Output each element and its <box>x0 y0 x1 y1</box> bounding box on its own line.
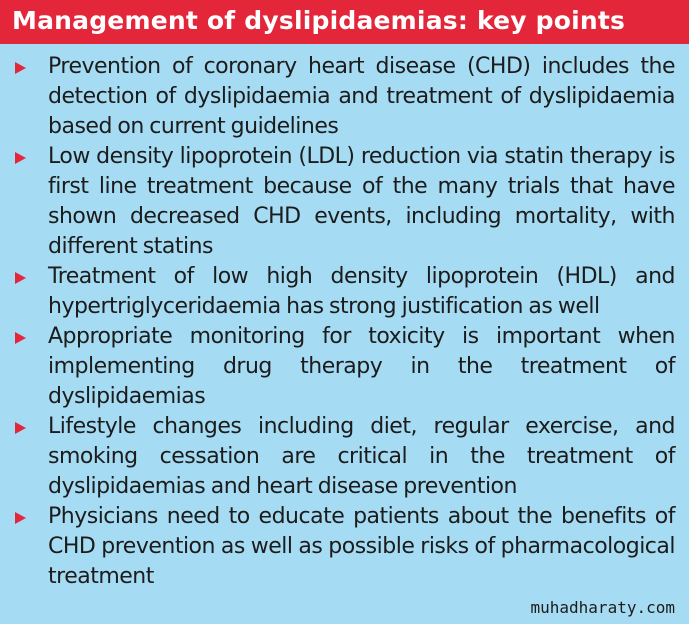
list-item-text: Lifestyle changes including diet, regular exercise, and smoking cessation are critical in the treatment of dyslipidaemias and heart disease prevention <box>48 414 675 499</box>
list-item-text: Physicians need to educate patients about the benefits of CHD prevention as well as possible risks of pharmacological treatment <box>48 504 675 589</box>
header-bar <box>0 0 689 44</box>
list-item <box>0 322 689 412</box>
watermark-text: muhadharaty.com <box>530 598 675 617</box>
list-item-text: Prevention of coronary heart disease (CHD) includes the detection of dyslipidaemia and treatment of dyslipidaemia based on current guidelines <box>48 54 675 139</box>
list-item <box>0 142 689 262</box>
list-item-text: Low density lipoprotein (LDL) reduction via statin therapy is first line treatment because of the many trials that have shown decreased CHD events, including mortality, with different statins <box>48 144 675 259</box>
triangle-bullet-icon <box>15 62 26 74</box>
triangle-bullet-icon <box>15 332 26 344</box>
list-item <box>0 262 689 322</box>
triangle-bullet-icon <box>15 152 26 164</box>
list-item <box>0 502 689 592</box>
list-item-text: Treatment of low high density lipoprotein (HDL) and hypertriglyceridaemia has strong justification as well <box>48 264 675 319</box>
list-item <box>0 52 689 142</box>
list-item <box>0 412 689 502</box>
triangle-bullet-icon <box>15 422 26 434</box>
page-title: Management of dyslipidaemias: key points <box>12 6 626 35</box>
triangle-bullet-icon <box>15 272 26 284</box>
list-item-text: Appropriate monitoring for toxicity is important when implementing drug therapy in the treatment of dyslipidaemias <box>48 324 675 409</box>
triangle-bullet-icon <box>15 512 26 524</box>
key-points-list <box>0 52 689 592</box>
